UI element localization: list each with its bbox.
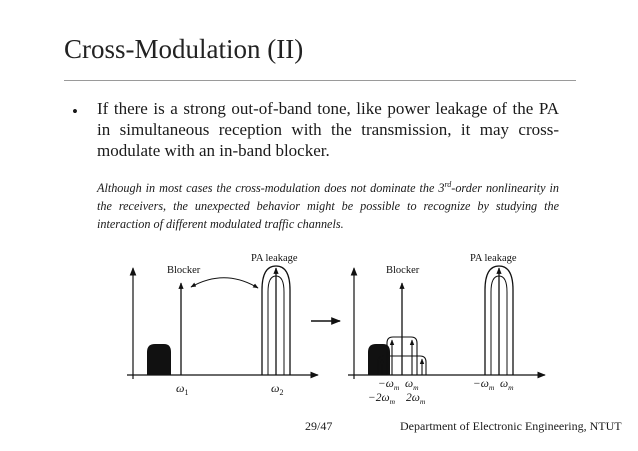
tick-omega-m [405, 378, 419, 392]
bullet-text: If there is a strong out-of-band tone, like power leakage of the PA in simultaneous reception with the transmission, it may cross-modulate with an in-band blocker. [97, 99, 559, 160]
tick-pa-minus-omega-m [473, 378, 495, 392]
tick-pa-omega-m [500, 378, 514, 392]
omega1-symbol: ω [176, 381, 185, 395]
interaction-arrow [191, 278, 258, 288]
note-part-2: -order nonlinearity in the receivers, the unexpected behavior might be possible to recognize by studying the interaction of different modulated traffic channels. [97, 181, 559, 232]
department-footer: Department of Electronic Engineering, NTUT [400, 419, 622, 433]
bullet-marker: • [72, 102, 78, 121]
tick-minus-2omega-m [368, 392, 396, 406]
omega2-label [271, 381, 283, 397]
tick-b2-sub: m [419, 397, 426, 406]
right-blocker-label: Blocker [386, 265, 420, 276]
tick-2omega-m [406, 392, 426, 406]
page-number: 29/47 [305, 419, 333, 433]
tick-c1-symbol: −ω [473, 378, 489, 390]
tick-b1-symbol: −2ω [368, 392, 390, 404]
note-part-1: Although in most cases the cross-modulation does not dominate the 3 [97, 181, 445, 196]
tick-c1-sub: m [488, 383, 495, 392]
tick-b2-symbol: 2ω [406, 392, 420, 404]
tick-a1-symbol: −ω [378, 378, 394, 390]
omega2-symbol: ω [271, 381, 280, 395]
tick-c2-sub: m [508, 383, 514, 392]
left-blocker-block [147, 344, 171, 375]
omega1-label [176, 381, 188, 397]
left-blocker-label: Blocker [167, 265, 201, 276]
left-spectrum [127, 253, 318, 397]
left-leakage-label: PA leakage [251, 253, 298, 264]
omega1-subscript: 1 [184, 388, 189, 397]
right-leakage-label: PA leakage [470, 253, 517, 264]
tick-a2-sub: m [413, 383, 419, 392]
right-spectrum [348, 253, 545, 406]
omega2-subscript: 2 [279, 388, 284, 397]
tick-c2-symbol: ω [500, 378, 509, 390]
tick-a2-symbol: ω [405, 378, 414, 390]
note-superscript: rd [444, 180, 452, 189]
slide-title: Cross-Modulation (II) [64, 34, 304, 64]
tick-a1-sub: m [393, 383, 400, 392]
tick-b1-sub: m [389, 397, 396, 406]
tick-minus-omega-m [378, 378, 400, 392]
